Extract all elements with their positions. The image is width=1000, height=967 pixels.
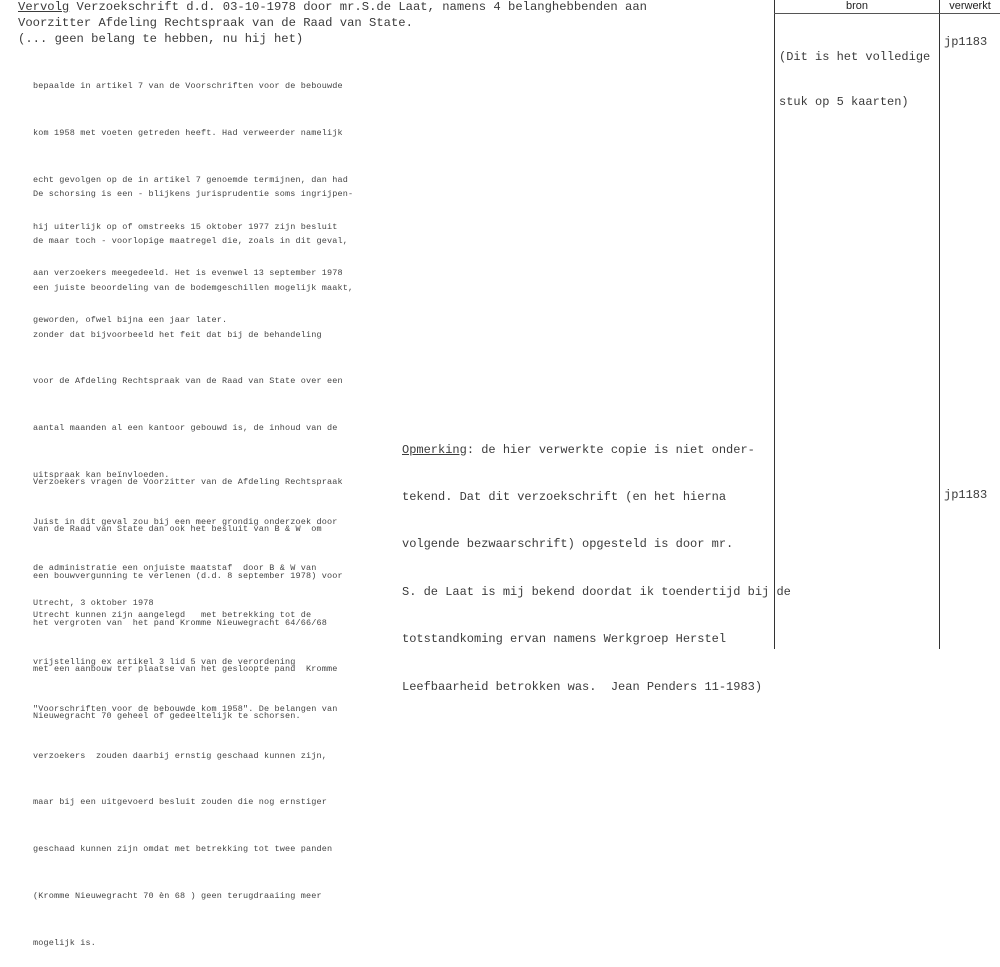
body-line: "Voorschriften voor de bebouwde kom 1958". De belangen van: [33, 703, 338, 714]
header-line-1: [18, 0, 647, 14]
bron-line-1: (Dit is het volledige: [779, 50, 931, 64]
body-line: een bouwvergunning te verlenen (d.d. 8 september 1978) voor: [33, 570, 343, 581]
body-line: met een aanbouw ter plaatse van het gesloopte pand Kromme: [33, 664, 338, 675]
vervolg-label: Vervolg: [18, 0, 70, 14]
body-line: geschaad kunnen zijn omdat met betrekking tot twee panden: [33, 844, 333, 855]
opmerking-label: Opmerking: [402, 442, 467, 457]
body-line: hij uiterlijk op of omstreeks 15 oktober 1977 zijn besluit: [33, 221, 338, 232]
opmerking-note: [402, 411, 791, 711]
bron-note: [779, 20, 930, 125]
body-line: de maar toch - voorlopige maatregel die, zoals in dit geval,: [33, 235, 349, 246]
header-line-2: Voorzitter Afdeling Rechtspraak van de Raad van State.: [18, 16, 413, 30]
body-line: echt gevolgen op de in artikel 7 genoemde termijnen, dan had: [33, 174, 349, 185]
header-line-1-text: Verzoekschrift d.d. 03-10-1978 door mr.S.de Laat, namens 4 belanghebbenden aan: [69, 0, 647, 14]
body-line: Verzoekers vragen de Voorzitter van de Afdeling Rechtspraak: [33, 477, 343, 488]
column-header-bron: bron: [845, 0, 869, 12]
note-line: tekend. Dat dit verzoekschrift (en het hierna: [402, 489, 727, 504]
body-line: (Kromme Nieuwegracht 70 èn 68 ) geen terugdraaiing meer: [33, 890, 322, 901]
body-line: bepaalde in artikel 7 van de Voorschriften voor de bebouwde: [33, 81, 343, 92]
note-line: volgende bezwaarschrift) opgesteld is door mr.: [402, 537, 734, 552]
column-header-verwerkt: verwerkt: [949, 0, 991, 12]
body-line: het vergroten van het pand Kromme Nieuwegracht 64/66/68: [33, 617, 328, 628]
body-line: mogelijk is.: [33, 937, 97, 948]
body-line: de administratie een onjuiste maatstaf door B & W van: [33, 563, 317, 574]
body-line: aan verzoekers meegedeeld. Het is evenwel 13 september 1978: [33, 268, 343, 279]
column-divider-right: [939, 0, 940, 649]
body-line: van de Raad van State dan ook het besluit van B & W om: [33, 523, 322, 534]
note-line: totstandkoming ervan namens Werkgroep Herstel: [402, 632, 727, 647]
body-line: aantal maanden al een kantoor gebouwd is, de inhoud van de: [33, 423, 338, 434]
body-line: kom 1958 met voeten getreden heeft. Had verweerder namelijk: [33, 127, 343, 138]
note-line: Leefbaarheid betrokken was. Jean Penders 11-1983): [402, 679, 763, 694]
body-line: Utrecht kunnen zijn aangelegd met betrekking tot de: [33, 610, 312, 621]
body-line: De schorsing is een - blijkens jurisprudentie soms ingrijpen-: [33, 189, 354, 200]
header-rule: [774, 13, 1000, 14]
place-date-line: [33, 565, 154, 627]
body-line: Juist in dit geval zou bij een meer grondig onderzoek door: [33, 516, 338, 527]
body-line: vrijstelling ex artikel 3 lid 5 van de verordening: [33, 657, 296, 667]
body-line: zonder dat bijvoorbeeld het feit dat bij de behandeling: [33, 329, 322, 340]
body-line: een juiste beoordeling van de bodemgeschillen mogelijk maakt,: [33, 282, 354, 293]
body-line: Nieuwegracht 70 geheel of gedeeltelijk te schorsen.: [33, 711, 301, 722]
body-line: Utrecht, 3 oktober 1978: [33, 598, 154, 609]
header-line-3: (... geen belang te hebben, nu hij het): [18, 32, 304, 46]
body-line: uitspraak kan beïnvloeden.: [33, 469, 170, 480]
note-line: S. de Laat is mij bekend doordat ik toendertijd bij de: [402, 584, 791, 599]
note-line-1-text: : de hier verwerkte copie is niet onder-: [466, 442, 755, 457]
note-line-1: [402, 443, 791, 459]
body-line: verzoekers zouden daarbij ernstig geschaad kunnen zijn,: [33, 750, 328, 761]
body-line: voor de Afdeling Rechtspraak van de Raad van State over een: [33, 376, 343, 387]
verwerkt-mark-bottom: jp1183: [944, 488, 988, 502]
body-line: maar bij een uitgevoerd besluit zouden die nog ernstiger: [33, 797, 328, 808]
bron-line-2: stuk op 5 kaarten): [779, 95, 909, 109]
body-line: geworden, ofwel bijna een jaar later.: [33, 315, 228, 326]
verwerkt-mark-top: jp1183: [944, 35, 988, 49]
